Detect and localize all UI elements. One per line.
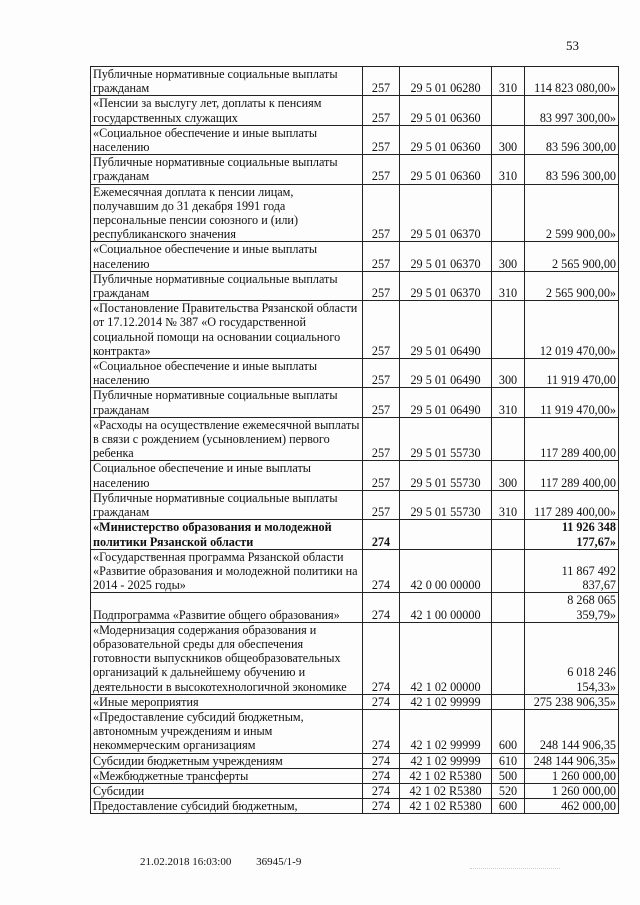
row-name-cell: «Министерство образования и молодежной политики Рязанской области xyxy=(91,520,363,549)
row-amount-cell: 2 565 900,00» xyxy=(525,271,619,300)
table-row xyxy=(91,549,619,593)
row-target-article-cell: 42 1 02 R5380 xyxy=(400,768,492,783)
row-code-cell: 257 xyxy=(363,155,400,184)
table-row xyxy=(91,417,619,461)
row-amount-cell: 2 599 900,00» xyxy=(525,184,619,242)
row-code-cell: 257 xyxy=(363,461,400,490)
row-code-cell: 257 xyxy=(363,242,400,271)
row-expense-type-cell: 300 xyxy=(492,359,525,388)
row-amount-cell: 11 919 470,00» xyxy=(525,388,619,417)
row-name-cell: Социальное обеспечение и иные выплаты населению xyxy=(91,461,363,490)
row-name-cell: Публичные нормативные социальные выплаты гражданам xyxy=(91,67,363,96)
row-code-cell: 274 xyxy=(363,799,400,814)
row-expense-type-cell: 600 xyxy=(492,709,525,753)
row-name-cell: Субсидии бюджетным учреждениям xyxy=(91,753,363,768)
row-expense-type-cell: 310 xyxy=(492,155,525,184)
table-row xyxy=(91,184,619,242)
row-amount-cell: 83 596 300,00 xyxy=(525,125,619,154)
row-amount-cell: 6 018 246 154,33» xyxy=(525,622,619,694)
row-expense-type-cell xyxy=(492,417,525,461)
footer xyxy=(140,856,301,868)
row-name-cell: Подпрограмма «Развитие общего образования» xyxy=(91,593,363,622)
row-target-article-cell: 29 5 01 06490 xyxy=(400,301,492,359)
row-amount-cell: 462 000,00 xyxy=(525,799,619,814)
row-code-cell: 257 xyxy=(363,125,400,154)
row-expense-type-cell: 300 xyxy=(492,242,525,271)
budget-table xyxy=(90,66,619,814)
table-row xyxy=(91,622,619,694)
table-row xyxy=(91,96,619,125)
row-name-cell: Предоставление субсидий бюджетным, xyxy=(91,799,363,814)
row-name-cell: Публичные нормативные социальные выплаты гражданам xyxy=(91,271,363,300)
row-expense-type-cell: 300 xyxy=(492,461,525,490)
footer-doc-id: 36945/1-9 xyxy=(256,856,302,868)
row-amount-cell: 12 019 470,00» xyxy=(525,301,619,359)
table-row xyxy=(91,125,619,154)
row-name-cell: «Модернизация содержания образования и образовательной среды для обеспечения готовности выпускников общеобразовательных организаций к дальнейшему обучению и деятельности в высокотехнологичной экономике xyxy=(91,622,363,694)
row-target-article-cell: 42 0 00 00000 xyxy=(400,549,492,593)
row-code-cell: 257 xyxy=(363,301,400,359)
row-target-article-cell: 42 1 02 99999 xyxy=(400,709,492,753)
row-target-article-cell: 29 5 01 55730 xyxy=(400,417,492,461)
row-expense-type-cell: 500 xyxy=(492,768,525,783)
table-row xyxy=(91,301,619,359)
row-amount-cell: 11 926 348 177,67» xyxy=(525,520,619,549)
row-expense-type-cell xyxy=(492,593,525,622)
row-name-cell: Ежемесячная доплата к пенсии лицам, получавшим до 31 декабря 1991 года персональные пенсии союзного и (или) республиканского значения xyxy=(91,184,363,242)
row-amount-cell: 83 596 300,00 xyxy=(525,155,619,184)
row-target-article-cell: 29 5 01 06370 xyxy=(400,184,492,242)
row-target-article-cell: 29 5 01 06370 xyxy=(400,271,492,300)
table-row xyxy=(91,490,619,519)
row-expense-type-cell xyxy=(492,549,525,593)
row-amount-cell: 83 997 300,00» xyxy=(525,96,619,125)
row-expense-type-cell xyxy=(492,184,525,242)
table-row xyxy=(91,359,619,388)
row-name-cell: Субсидии xyxy=(91,783,363,798)
row-amount-cell: 248 144 906,35 xyxy=(525,709,619,753)
row-code-cell: 257 xyxy=(363,417,400,461)
table-row xyxy=(91,242,619,271)
row-code-cell: 274 xyxy=(363,593,400,622)
row-code-cell: 257 xyxy=(363,184,400,242)
row-amount-cell: 11 867 492 837,67 xyxy=(525,549,619,593)
row-target-article-cell: 42 1 00 00000 xyxy=(400,593,492,622)
row-name-cell: «Расходы на осуществление ежемесячной выплаты в связи с рождением (усыновлением) первого ребенка xyxy=(91,417,363,461)
row-name-cell: Публичные нормативные социальные выплаты гражданам xyxy=(91,388,363,417)
row-name-cell: «Межбюджетные трансферты xyxy=(91,768,363,783)
table-row xyxy=(91,155,619,184)
row-code-cell: 274 xyxy=(363,520,400,549)
row-code-cell: 257 xyxy=(363,96,400,125)
table-row xyxy=(91,694,619,709)
row-expense-type-cell: 310 xyxy=(492,490,525,519)
row-expense-type-cell: 520 xyxy=(492,783,525,798)
row-target-article-cell: 29 5 01 55730 xyxy=(400,461,492,490)
row-name-cell: Публичные нормативные социальные выплаты гражданам xyxy=(91,490,363,519)
row-amount-cell: 275 238 906,35» xyxy=(525,694,619,709)
row-name-cell: «Постановление Правительства Рязанской области от 17.12.2014 № 387 «О государственной социальной помощи на основании социального контракта» xyxy=(91,301,363,359)
row-code-cell: 274 xyxy=(363,549,400,593)
row-target-article-cell: 42 1 02 00000 xyxy=(400,622,492,694)
row-amount-cell: 114 823 080,00» xyxy=(525,67,619,96)
table-row xyxy=(91,593,619,622)
row-code-cell: 257 xyxy=(363,490,400,519)
row-code-cell: 274 xyxy=(363,694,400,709)
row-target-article-cell xyxy=(400,520,492,549)
table-row xyxy=(91,709,619,753)
row-expense-type-cell: 310 xyxy=(492,271,525,300)
row-code-cell: 257 xyxy=(363,67,400,96)
row-expense-type-cell xyxy=(492,96,525,125)
row-amount-cell: 1 260 000,00 xyxy=(525,783,619,798)
row-name-cell: «Социальное обеспечение и иные выплаты населению xyxy=(91,359,363,388)
row-expense-type-cell xyxy=(492,622,525,694)
row-code-cell: 257 xyxy=(363,388,400,417)
row-code-cell: 274 xyxy=(363,709,400,753)
row-name-cell: «Социальное обеспечение и иные выплаты населению xyxy=(91,242,363,271)
row-code-cell: 274 xyxy=(363,622,400,694)
row-expense-type-cell: 610 xyxy=(492,753,525,768)
scan-artifact xyxy=(470,868,560,875)
table-row xyxy=(91,768,619,783)
row-amount-cell: 117 289 400,00 xyxy=(525,461,619,490)
table-row xyxy=(91,799,619,814)
row-amount-cell: 2 565 900,00 xyxy=(525,242,619,271)
row-code-cell: 257 xyxy=(363,359,400,388)
row-target-article-cell: 29 5 01 06360 xyxy=(400,125,492,154)
row-expense-type-cell: 600 xyxy=(492,799,525,814)
row-name-cell: «Иные мероприятия xyxy=(91,694,363,709)
row-expense-type-cell: 300 xyxy=(492,125,525,154)
row-target-article-cell: 42 1 02 R5380 xyxy=(400,783,492,798)
table-row xyxy=(91,388,619,417)
row-target-article-cell: 29 5 01 06360 xyxy=(400,155,492,184)
row-target-article-cell: 29 5 01 06370 xyxy=(400,242,492,271)
table-row xyxy=(91,67,619,96)
row-name-cell: «Предоставление субсидий бюджетным, автономным учреждениям и иным некоммерческим организациям xyxy=(91,709,363,753)
row-amount-cell: 117 289 400,00» xyxy=(525,490,619,519)
row-name-cell: «Государственная программа Рязанской области «Развитие образования и молодежной политики на 2014 - 2025 годы» xyxy=(91,549,363,593)
row-code-cell: 274 xyxy=(363,753,400,768)
row-target-article-cell: 29 5 01 06280 xyxy=(400,67,492,96)
row-name-cell: «Социальное обеспечение и иные выплаты населению xyxy=(91,125,363,154)
table-row xyxy=(91,753,619,768)
table-row xyxy=(91,783,619,798)
row-target-article-cell: 29 5 01 06360 xyxy=(400,96,492,125)
row-expense-type-cell: 310 xyxy=(492,388,525,417)
page-number: 53 xyxy=(566,38,579,53)
row-name-cell: «Пенсии за выслугу лет, доплаты к пенсиям государственных служащих xyxy=(91,96,363,125)
row-amount-cell: 117 289 400,00 xyxy=(525,417,619,461)
row-target-article-cell: 29 5 01 06490 xyxy=(400,359,492,388)
row-target-article-cell: 29 5 01 55730 xyxy=(400,490,492,519)
row-expense-type-cell: 310 xyxy=(492,67,525,96)
row-name-cell: Публичные нормативные социальные выплаты гражданам xyxy=(91,155,363,184)
row-amount-cell: 1 260 000,00 xyxy=(525,768,619,783)
row-target-article-cell: 42 1 02 99999 xyxy=(400,694,492,709)
row-expense-type-cell xyxy=(492,301,525,359)
row-expense-type-cell xyxy=(492,520,525,549)
row-code-cell: 274 xyxy=(363,768,400,783)
row-code-cell: 257 xyxy=(363,271,400,300)
table-row xyxy=(91,520,619,549)
table-row xyxy=(91,271,619,300)
row-amount-cell: 8 268 065 359,79» xyxy=(525,593,619,622)
table-row xyxy=(91,461,619,490)
footer-timestamp: 21.02.2018 16:03:00 xyxy=(140,856,232,868)
row-code-cell: 274 xyxy=(363,783,400,798)
row-target-article-cell: 29 5 01 06490 xyxy=(400,388,492,417)
row-amount-cell: 248 144 906,35» xyxy=(525,753,619,768)
row-amount-cell: 11 919 470,00 xyxy=(525,359,619,388)
row-target-article-cell: 42 1 02 99999 xyxy=(400,753,492,768)
row-target-article-cell: 42 1 02 R5380 xyxy=(400,799,492,814)
row-expense-type-cell xyxy=(492,694,525,709)
